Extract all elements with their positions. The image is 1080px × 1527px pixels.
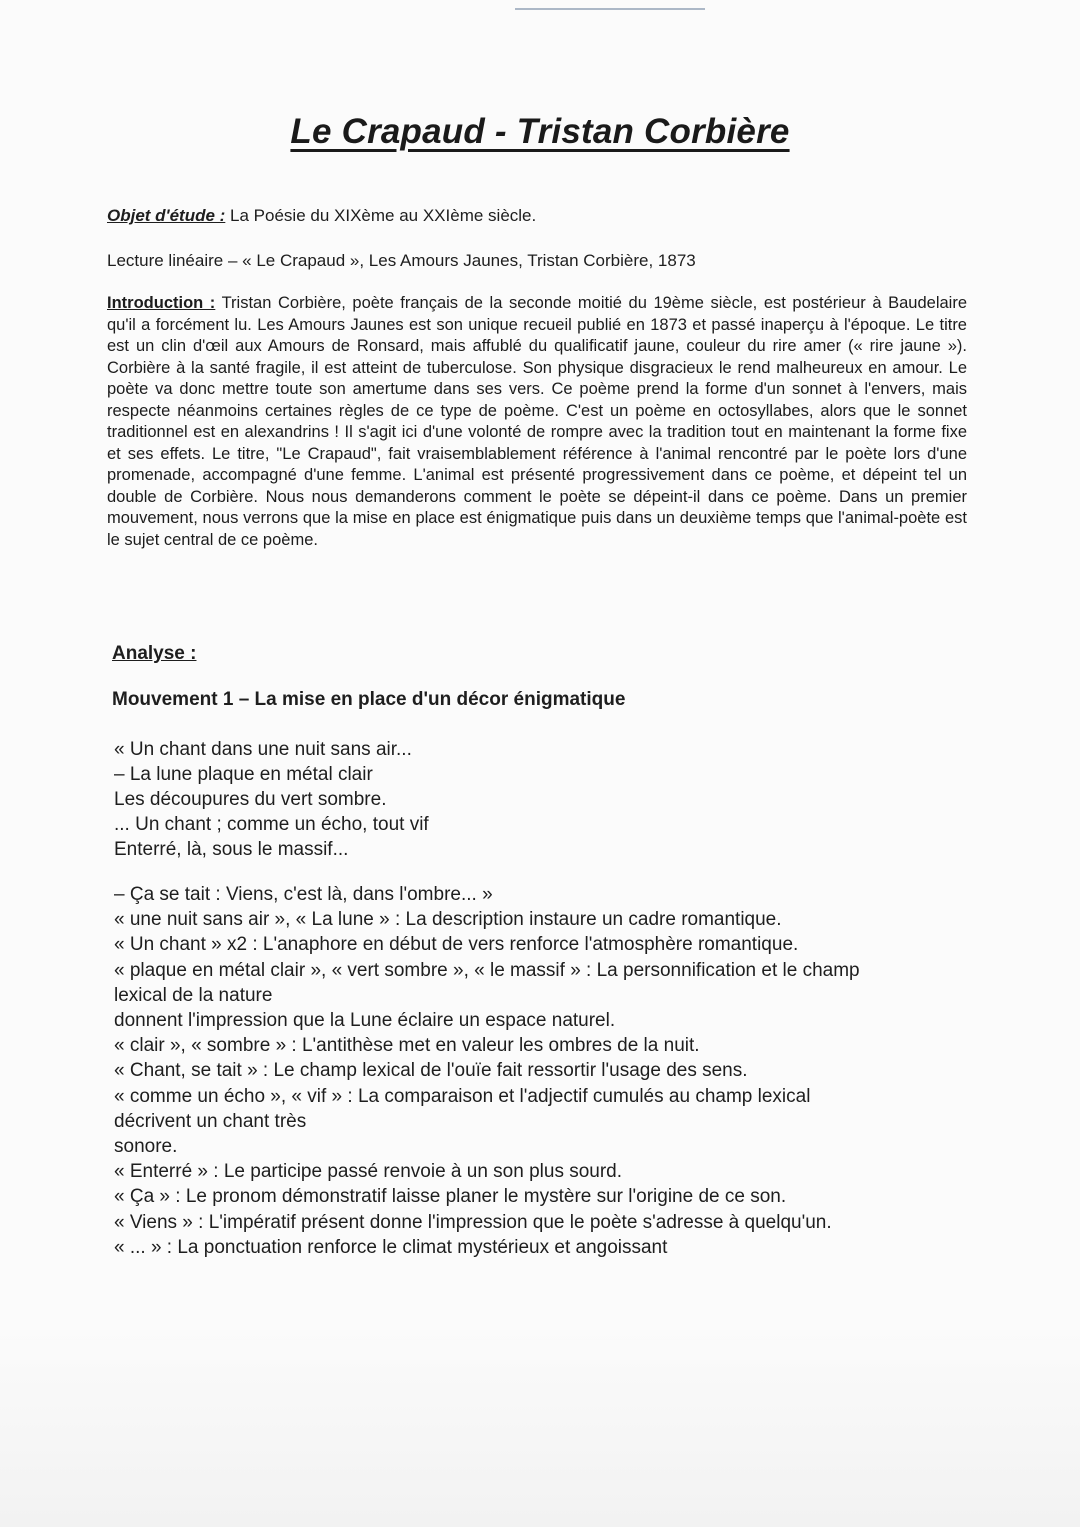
analysis-line: « une nuit sans air », « La lune » : La description instaure un cadre romantique. xyxy=(114,909,782,931)
analysis-line: « Ça » : Le pronom démonstratif laisse planer le mystère sur l'origine de ce son. xyxy=(114,1186,787,1208)
analysis-line: « comme un écho », « vif » : La comparaison et l'adjectif cumulés au champ lexical xyxy=(114,1085,811,1107)
top-rule xyxy=(515,8,705,10)
analysis-line: « Chant, se tait » : Le champ lexical de l'ouïe fait ressortir l'usage des sens. xyxy=(114,1060,748,1082)
mouvement-heading: Mouvement 1 – La mise en place d'un décor énigmatique xyxy=(112,689,626,710)
analyse-heading: Analyse : xyxy=(112,643,197,664)
objet-text: La Poésie du XIXème au XXIème siècle. xyxy=(225,206,537,225)
analysis-line: « Un chant » x2 : L'anaphore en début de vers renforce l'atmosphère romantique. xyxy=(114,934,799,956)
analysis-line: donnent l'impression que la Lune éclaire un espace naturel. xyxy=(114,1010,616,1032)
poem-line: ... Un chant ; comme un écho, tout vif xyxy=(114,814,429,835)
lecture-line: Lecture linéaire – « Le Crapaud », Les Amours Jaunes, Tristan Corbière, 1873 xyxy=(107,251,696,270)
analysis-line: lexical de la nature xyxy=(114,984,273,1006)
analysis-line: « Viens » : L'impératif présent donne l'impression que le poète s'adresse à quelqu'un. xyxy=(114,1211,832,1233)
introduction-paragraph xyxy=(107,293,967,551)
intro-text: Tristan Corbière, poète français de la seconde moitié du 19ème siècle, est postérieur à Baudelaire qu'il a forcément lu. Les Amours Jaunes est son unique recueil publié en 1873 et passé inaperçu à l'époque. Le titre est un clin d'œil aux Amours de Ronsard, mais affublé du qualificatif jaune, couleur du rire amer (« rire jaune »). Corbière à la santé fragile, il est atteint de tuberculose. Son physique disgracieux le rend malheureux en amour. Le poète va donc mettre toute son amertume dans ses vers. Ce poème prend la forme d'un sonnet à l'envers, mais respecte néanmoins certaines règles de ce type de poème. C'est un poème en octosyllabes, alors que le sonnet traditionnel est en alexandrins ! Il s'agit ici d'une volonté de rompre avec la tradition tout en maintenant la forme fixe et ses effets. Le titre, "Le Crapaud", fait vraisemblablement référence à l'animal rencontré par le poète lors d'une promenade, accompagné d'une femme. L'animal est présenté progressivement dans ce poème, et dépeint tel un double de Corbière. Nous nous demanderons comment le poète se dépeint-il dans ce poème. Dans un premier mouvement, nous verrons que la mise en place est énigmatique puis dans un deuxième temps que l'animal-poète est le sujet central de ce poème. xyxy=(107,294,967,549)
analysis-line: « Enterré » : Le participe passé renvoie à un son plus sourd. xyxy=(114,1161,623,1183)
analysis-line: sonore. xyxy=(114,1136,178,1158)
analysis-line: décrivent un chant très xyxy=(114,1110,307,1132)
poem-line: Enterré, là, sous le massif... xyxy=(114,839,349,860)
poem-excerpt xyxy=(114,737,429,862)
analysis-line: « clair », « sombre » : L'antithèse met en valeur les ombres de la nuit. xyxy=(114,1035,700,1057)
poem-line: Les découpures du vert sombre. xyxy=(114,789,387,810)
analysis-notes xyxy=(114,882,860,1260)
intro-label: Introduction : xyxy=(107,294,216,312)
poem-line: « Un chant dans une nuit sans air... xyxy=(114,739,412,760)
objet-line xyxy=(107,205,536,227)
analysis-line: « plaque en métal clair », « vert sombre », « le massif » : La personnification et le champ xyxy=(114,959,860,981)
page-title: Le Crapaud - Tristan Corbière xyxy=(290,112,790,151)
objet-label: Objet d'étude : xyxy=(107,206,226,225)
poem-line: – La lune plaque en métal clair xyxy=(114,764,373,785)
analysis-line: « ... » : La ponctuation renforce le climat mystérieux et angoissant xyxy=(114,1236,668,1258)
scan-shading xyxy=(0,1330,1080,1527)
analysis-line: – Ça se tait : Viens, c'est là, dans l'ombre... » xyxy=(114,884,493,905)
